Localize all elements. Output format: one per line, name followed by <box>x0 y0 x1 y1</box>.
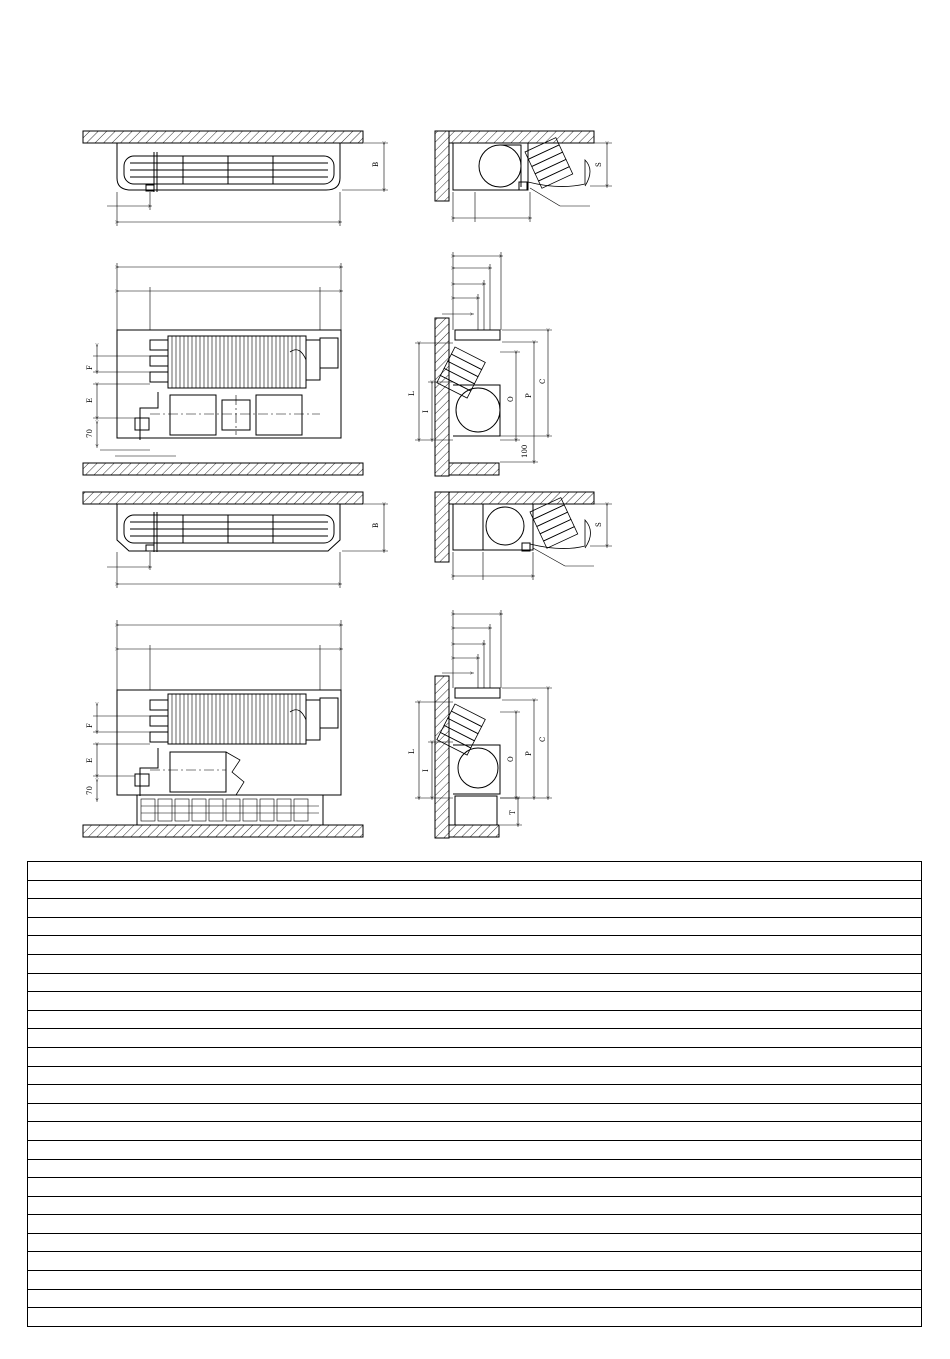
table-cell <box>28 1178 922 1197</box>
view-floor-side-2 <box>415 252 552 476</box>
dim-label-F: F <box>86 365 94 370</box>
coil <box>168 336 306 388</box>
dim-label-I: I <box>422 410 430 413</box>
view-ceiling-side-3 <box>435 492 612 580</box>
dim-label-B: B <box>372 522 380 528</box>
table-cell <box>28 1085 922 1104</box>
wall <box>435 676 449 838</box>
table-row <box>28 1029 922 1048</box>
table-cell <box>28 1252 922 1271</box>
dim-label-L: L <box>408 391 416 396</box>
table-row <box>28 1047 922 1066</box>
ceiling-slab <box>83 492 363 504</box>
view-floor-side-4 <box>415 610 552 838</box>
table-cell <box>28 1196 922 1215</box>
table-row <box>28 1196 922 1215</box>
table-row <box>28 1159 922 1178</box>
return-grille <box>137 795 323 825</box>
table-cell <box>28 862 922 881</box>
dim-label-B: B <box>372 161 380 167</box>
table-cell <box>28 1010 922 1029</box>
table-row <box>28 1010 922 1029</box>
view-floor-front-2 <box>83 263 363 475</box>
table-cell <box>28 1215 922 1234</box>
table-row <box>28 1122 922 1141</box>
table-row <box>28 992 922 1011</box>
table-row <box>28 899 922 918</box>
table-row <box>28 1271 922 1290</box>
dim-label-P: P <box>525 751 533 756</box>
table-cell <box>28 954 922 973</box>
view-floor-front-4 <box>83 620 363 837</box>
table-row <box>28 1103 922 1122</box>
table-cell <box>28 1140 922 1159</box>
dim-label-C: C <box>539 736 547 742</box>
dim-label-70: 70 <box>86 429 94 438</box>
table-row <box>28 1085 922 1104</box>
table-row <box>28 1233 922 1252</box>
dim-label-I: I <box>422 769 430 772</box>
dim-label-O: O <box>507 396 515 402</box>
table-cell <box>28 1233 922 1252</box>
table-row <box>28 917 922 936</box>
table-row <box>28 1252 922 1271</box>
wall <box>435 492 449 562</box>
wall <box>435 318 449 476</box>
table-row <box>28 1289 922 1308</box>
floor-slab <box>449 825 499 837</box>
dim-label-E: E <box>86 757 94 763</box>
table-row <box>28 1178 922 1197</box>
dim-label-P: P <box>525 393 533 398</box>
dimension-table <box>27 861 922 1327</box>
table-cell <box>28 917 922 936</box>
table-cell <box>28 1047 922 1066</box>
dim-label-E: E <box>86 397 94 403</box>
table-cell <box>28 1308 922 1327</box>
dim-label-S: S <box>595 522 603 527</box>
table-cell <box>28 899 922 918</box>
dim-label-C: C <box>539 378 547 384</box>
floor-slab <box>449 463 499 475</box>
view-ceiling-side-1 <box>435 131 612 222</box>
ceiling-slab <box>449 131 594 143</box>
table-row <box>28 862 922 881</box>
table-cell <box>28 1159 922 1178</box>
table-row <box>28 880 922 899</box>
table-cell <box>28 1289 922 1308</box>
table-cell <box>28 973 922 992</box>
table-cell <box>28 1122 922 1141</box>
fan-scroll <box>486 507 524 545</box>
floor-slab <box>83 463 363 475</box>
floor-slab <box>83 825 363 837</box>
dim-label-100: 100 <box>521 444 529 458</box>
table-cell <box>28 880 922 899</box>
coil <box>168 694 306 744</box>
table-row <box>28 936 922 955</box>
view-ceiling-front-3 <box>83 492 388 588</box>
table-cell <box>28 1029 922 1048</box>
dimension-table-wrapper <box>27 861 922 1327</box>
dim-label-70: 70 <box>86 786 94 795</box>
dim-label-T: T <box>509 810 517 815</box>
wall <box>435 131 449 201</box>
table-cell <box>28 1066 922 1085</box>
table-row <box>28 973 922 992</box>
ceiling-slab <box>449 492 594 504</box>
dim-label-F: F <box>86 723 94 728</box>
table-row <box>28 1140 922 1159</box>
fan-scroll <box>479 145 521 187</box>
table-row <box>28 1215 922 1234</box>
table-row <box>28 1308 922 1327</box>
fan-scroll <box>458 748 498 788</box>
table-cell <box>28 1271 922 1290</box>
view-ceiling-front-1 <box>83 131 388 226</box>
dim-label-S: S <box>595 162 603 167</box>
table-cell <box>28 1103 922 1122</box>
ceiling-slab <box>83 131 363 143</box>
dim-label-L: L <box>408 749 416 754</box>
unit-body <box>117 330 341 438</box>
table-row <box>28 954 922 973</box>
dim-label-O: O <box>507 756 515 762</box>
table-cell <box>28 992 922 1011</box>
table-row <box>28 1066 922 1085</box>
fan-scroll <box>456 388 500 432</box>
table-cell <box>28 936 922 955</box>
